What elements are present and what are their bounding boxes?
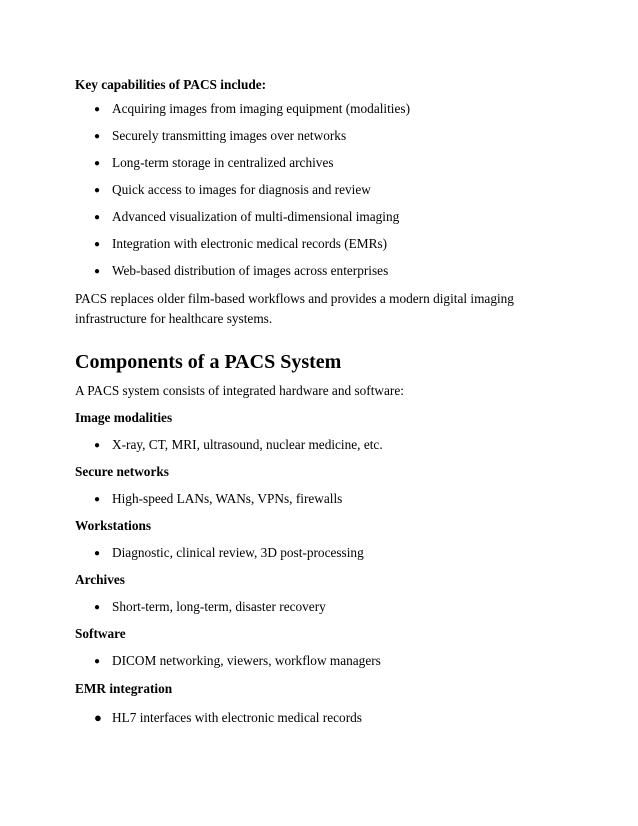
- capabilities-heading: Key capabilities of PACS include:: [75, 77, 267, 92]
- component-heading: Archives: [75, 572, 125, 587]
- component-heading: EMR integration: [75, 681, 173, 696]
- list-item: [94, 235, 387, 254]
- list-item: [94, 544, 364, 563]
- bullet-icon: ●: [94, 212, 101, 223]
- list-item-text: Advanced visualization of multi-dimensional imaging: [112, 209, 400, 224]
- list-item: [94, 208, 399, 227]
- bullet-icon: ●: [94, 656, 101, 667]
- list-item: [94, 127, 346, 146]
- list-item: [94, 598, 326, 617]
- bullet-icon: ●: [94, 602, 101, 613]
- capabilities-summary: PACS replaces older film-based workflows and provides a modern digital imaging infrastructure for healthcare systems.: [75, 291, 514, 326]
- bullet-icon: ●: [94, 494, 101, 505]
- component-heading: Workstations: [75, 518, 152, 533]
- list-item: [94, 490, 342, 509]
- bullet-icon: ●: [94, 266, 101, 277]
- list-item-text: X-ray, CT, MRI, ultrasound, nuclear medicine, etc.: [112, 437, 383, 452]
- list-item-text: Web-based distribution of images across enterprises: [112, 263, 389, 278]
- bullet-icon: ●: [94, 185, 101, 196]
- list-item: [94, 100, 410, 119]
- bullet-icon: ●: [94, 158, 101, 169]
- list-item: [94, 709, 362, 727]
- bullet-icon: ●: [94, 710, 102, 725]
- component-heading: Software: [75, 626, 126, 641]
- list-item-text: Quick access to images for diagnosis and review: [112, 182, 371, 197]
- list-item-text: Long-term storage in centralized archives: [112, 155, 334, 170]
- component-heading: Secure networks: [75, 464, 169, 479]
- list-item-text: Short-term, long-term, disaster recovery: [112, 599, 326, 614]
- list-item-text: Integration with electronic medical records (EMRs): [112, 236, 388, 251]
- list-item: [94, 181, 371, 200]
- bullet-icon: ●: [94, 239, 101, 250]
- list-item-text: Diagnostic, clinical review, 3D post-processing: [112, 545, 364, 560]
- section-title: Components of a PACS System: [75, 351, 342, 373]
- bullet-icon: ●: [94, 131, 101, 142]
- list-item-text: High-speed LANs, WANs, VPNs, firewalls: [112, 491, 343, 506]
- list-item: [94, 652, 381, 671]
- bullet-icon: ●: [94, 104, 101, 115]
- bullet-icon: ●: [94, 440, 101, 451]
- list-item-text: HL7 interfaces with electronic medical records: [112, 710, 362, 725]
- list-item-text: Securely transmitting images over networks: [112, 128, 347, 143]
- components-intro: A PACS system consists of integrated hardware and software:: [75, 383, 404, 398]
- bullet-icon: ●: [94, 548, 101, 559]
- list-item: [94, 154, 334, 173]
- list-item: [94, 436, 383, 455]
- component-heading: Image modalities: [75, 410, 173, 425]
- list-item-text: Acquiring images from imaging equipment (modalities): [112, 101, 411, 116]
- list-item-text: DICOM networking, viewers, workflow managers: [112, 653, 381, 668]
- list-item: [94, 262, 388, 281]
